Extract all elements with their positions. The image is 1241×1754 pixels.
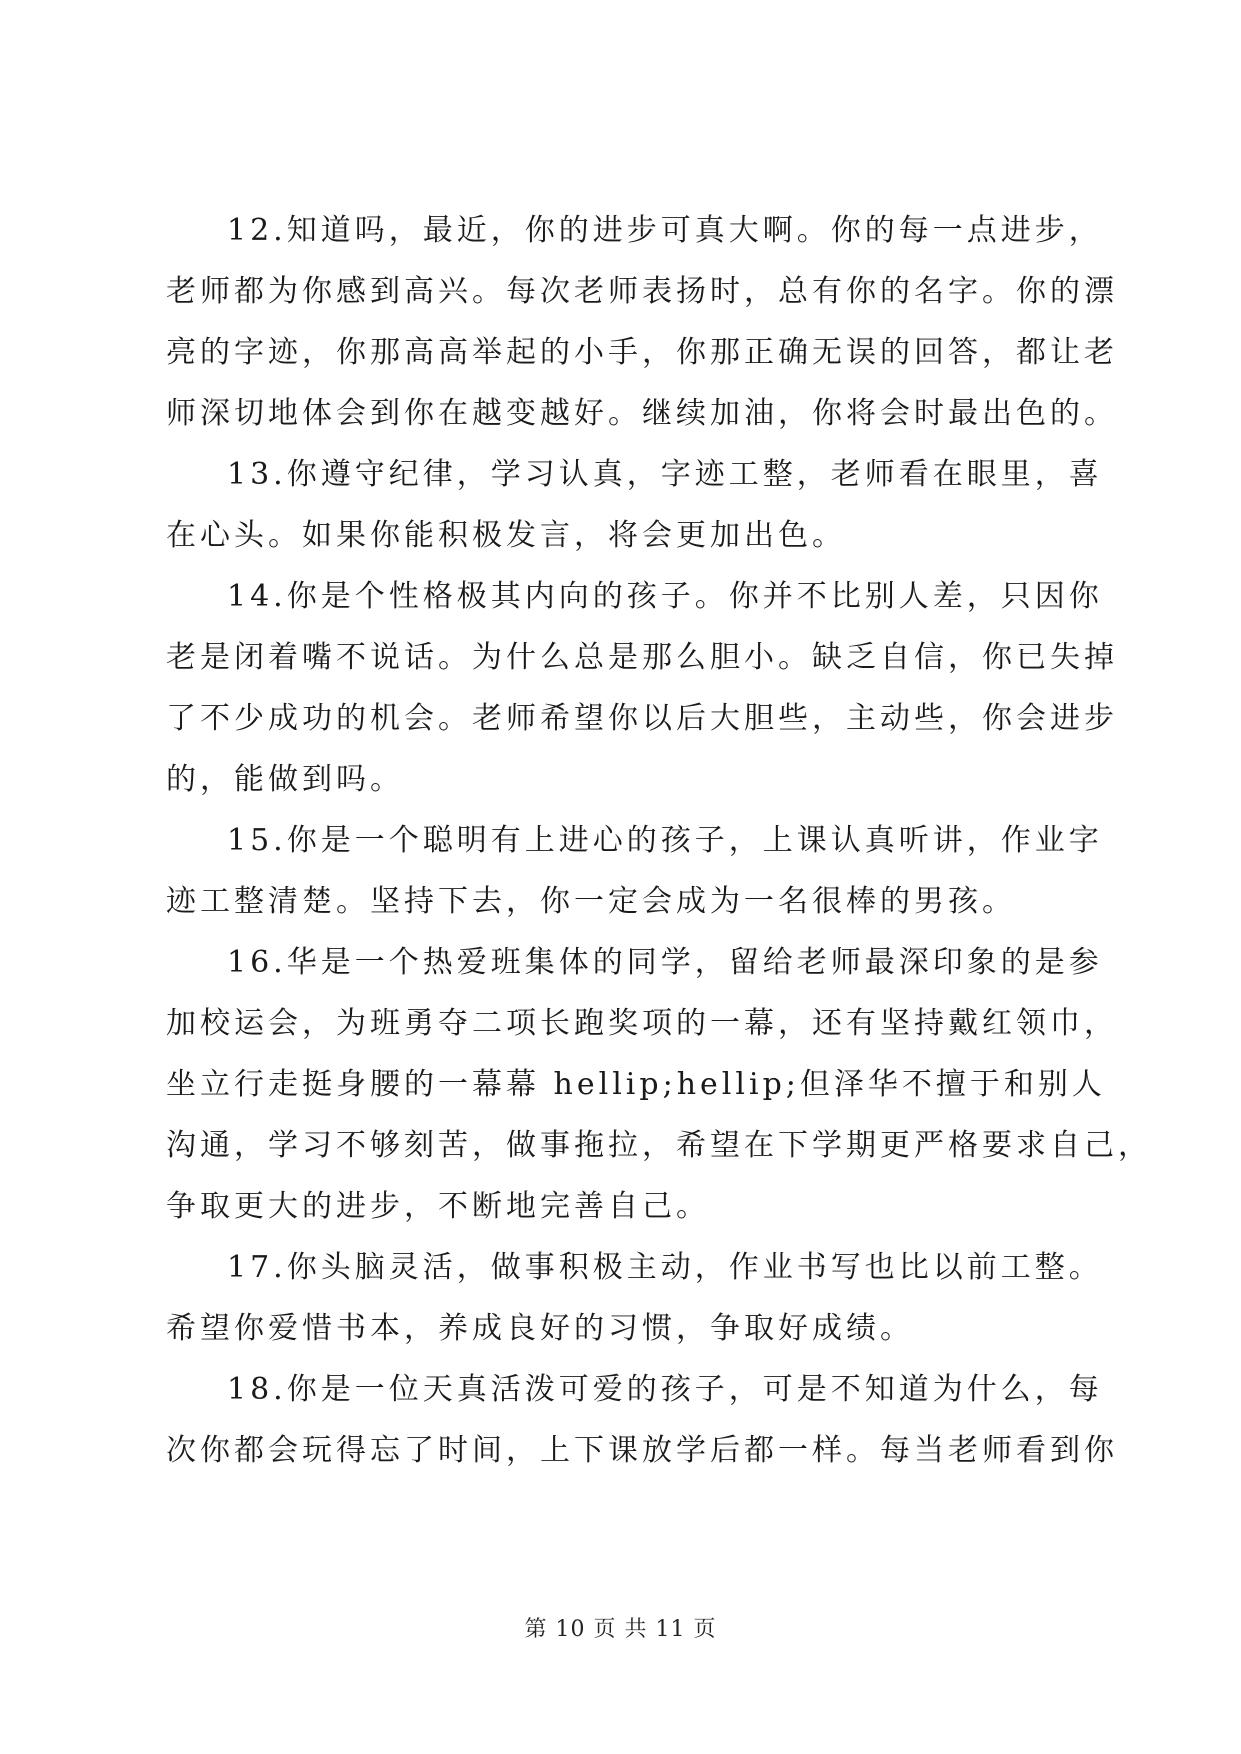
text-line: 14.你是个性格极其内向的孩子。你并不比别人差，只因你 bbox=[227, 579, 1103, 614]
text-line: 在心头。如果你能积极发言，将会更加出色。 bbox=[166, 518, 846, 553]
text-line: 争取更大的进步，不断地完善自己。 bbox=[166, 1189, 710, 1224]
text-line: 16.华是一个热爱班集体的同学，留给老师最深印象的是参 bbox=[227, 945, 1103, 980]
text-line: 加校运会，为班勇夺二项长跑奖项的一幕，还有坚持戴红领巾， bbox=[166, 1006, 1118, 1041]
paragraph-17 bbox=[166, 1237, 1103, 1359]
text-line: 迹工整清楚。坚持下去，你一定会成为一名很棒的男孩。 bbox=[166, 884, 1016, 919]
paragraph-12 bbox=[166, 200, 1118, 444]
text-line: 的，能做到吗。 bbox=[166, 762, 404, 797]
text-line: 师深切地体会到你在越变越好。继续加油，你将会时最出色的。 bbox=[166, 396, 1118, 431]
paragraph-18 bbox=[166, 1359, 1118, 1481]
paragraph-13 bbox=[166, 444, 1103, 566]
text-line: 17.你头脑灵活，做事积极主动，作业书写也比以前工整。 bbox=[227, 1250, 1103, 1285]
paragraph-16 bbox=[166, 932, 1152, 1237]
text-line: 亮的字迹，你那高高举起的小手，你那正确无误的回答，都让老 bbox=[166, 335, 1118, 370]
document-body bbox=[166, 200, 1152, 1481]
text-line: 12.知道吗，最近，你的进步可真大啊。你的每一点进步， bbox=[227, 213, 1103, 248]
text-line: 18.你是一位天真活泼可爱的孩子，可是不知道为什么，每 bbox=[227, 1372, 1103, 1407]
text-line: 次你都会玩得忘了时间，上下课放学后都一样。每当老师看到你 bbox=[166, 1433, 1118, 1468]
text-line: 13.你遵守纪律，学习认真，字迹工整，老师看在眼里，喜 bbox=[227, 457, 1103, 492]
text-line: 坐立行走挺身腰的一幕幕 hellip;hellip;但泽华不擅于和别人 bbox=[166, 1067, 1106, 1102]
text-line: 老是闭着嘴不说话。为什么总是那么胆小。缺乏自信，你已失掉 bbox=[166, 640, 1118, 675]
text-line: 了不少成功的机会。老师希望你以后大胆些，主动些，你会进步 bbox=[166, 701, 1118, 736]
page-number-footer: 第 10 页 共 11 页 bbox=[524, 1617, 717, 1642]
text-line: 希望你爱惜书本，养成良好的习惯，争取好成绩。 bbox=[166, 1311, 914, 1346]
paragraph-15 bbox=[166, 810, 1103, 932]
text-line: 15.你是一个聪明有上进心的孩子，上课认真听讲，作业字 bbox=[227, 823, 1103, 858]
text-line: 老师都为你感到高兴。每次老师表扬时，总有你的名字。你的漂 bbox=[166, 274, 1118, 309]
paragraph-14 bbox=[166, 566, 1118, 810]
text-line: 沟通，学习不够刻苦，做事拖拉，希望在下学期更严格要求自己， bbox=[166, 1128, 1152, 1163]
